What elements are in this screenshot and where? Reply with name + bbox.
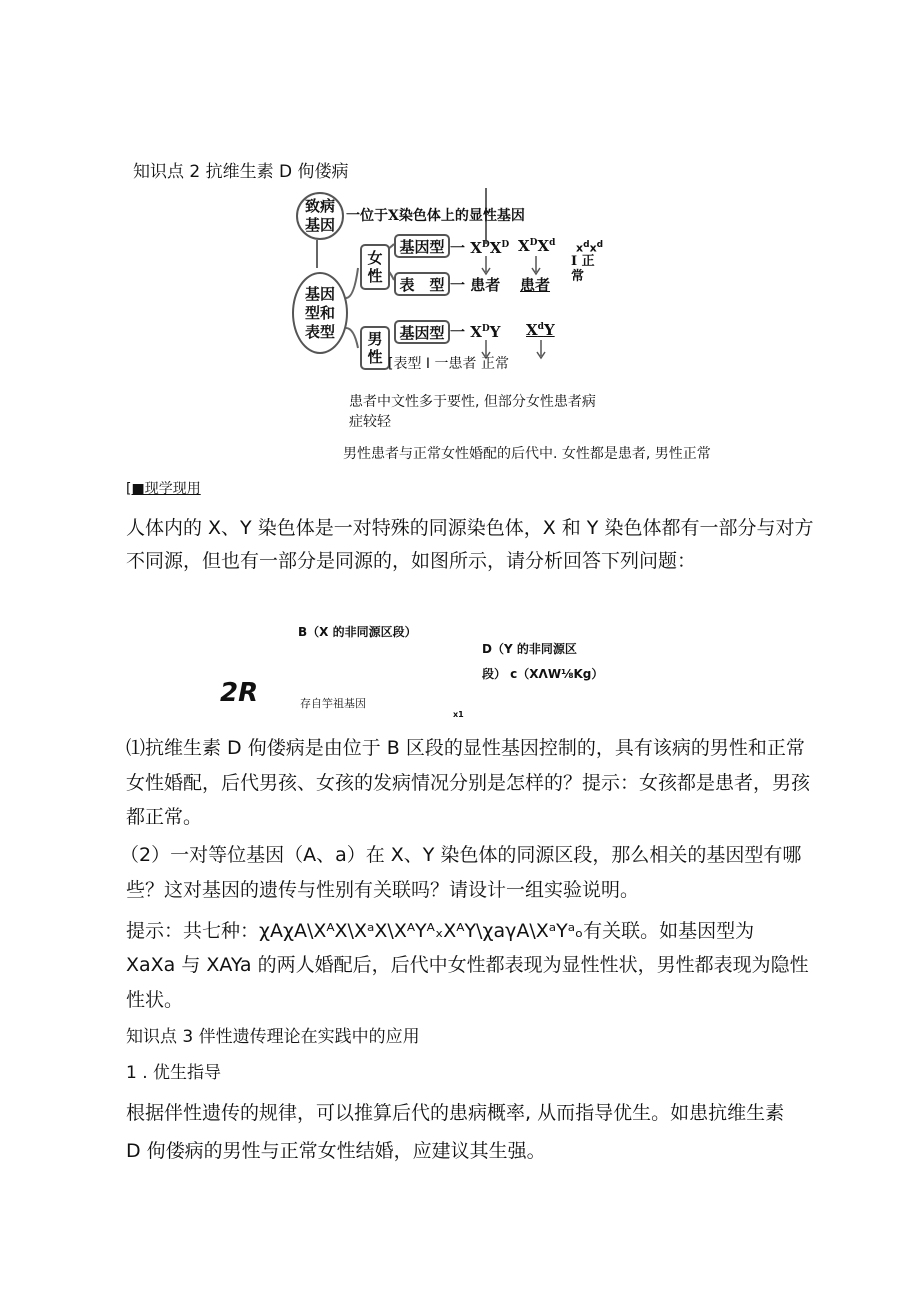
figure-label-bottom: 存自竽祖基因 [300, 697, 366, 710]
q2-line1: （2）一对等位基因（A、a）在 X、Y 染色体的同源区段，那么相关的基因型有哪 [120, 844, 802, 866]
female-phenotype-2: 患者 [520, 276, 551, 294]
figure-label-d2: 段） c（XΛW⅛Kg） [482, 667, 604, 681]
para3-line1: 根据伴性遗传的规律，可以推算后代的患病概率, 从而指导优生。如患抗维生素 [126, 1102, 785, 1124]
female-box: 女 性 [360, 244, 390, 290]
section-tag: [■现学现用 [126, 481, 201, 497]
hint-line1: 提示：共七种：χAχA\XᴬX\XᵃX\XᴬYᴬₓXᴬY\χaγA\XᵃYᵃₒ有关联。如基因型为 [126, 920, 755, 942]
para1-line2: 不同源，但也有一部分是同源的，如图所示，请分析回答下列问题： [126, 550, 697, 572]
q1-line1: ⑴抗维生素 D 佝偻病是由位于 B 区段的显性基因控制的，具有该病的男性和正常 [126, 737, 805, 759]
q1-line2: 女性婚配，后代男孩、女孩的发病情况分别是怎样的？提示：女孩都是患者，男孩 [126, 772, 811, 794]
figure-label-b: B（X 的非同源区段） [298, 625, 417, 639]
male-genotype-1: 一 $X^DY$ [450, 323, 501, 341]
female-phenotype-1: 一 患者 [450, 276, 501, 294]
male-box: 男 性 [360, 326, 390, 370]
male-genotype-box: 基因型 [394, 320, 450, 344]
kp2-note-1: 患者中文性多于要性, 但部分女性患者病 症较轻 [349, 394, 596, 430]
female-genotype-3: $x^dx^d$ [576, 240, 604, 255]
item-1: 1 . 优生指导 [126, 1063, 222, 1083]
hint-line2: XaXa 与 XAYa 的两人婚配后，后代中女性都表现为显性性状，男性都表现为隐性 [126, 954, 809, 976]
q1-line3: 都正常。 [126, 806, 203, 828]
female-phenotype-3: I 正 常 [571, 254, 595, 284]
figure-label-d1: D（Y 的非同源区 [482, 642, 577, 656]
kp2-title: 知识点 2 抗维生素 D 佝偻病 [133, 162, 349, 182]
hint-line3: 性状。 [126, 989, 184, 1011]
kp2-note-2: 男性患者与正常女性婚配的后代中. 女性都是患者, 男性正常 [343, 446, 711, 462]
kp3-title: 知识点 3 伴性遗传理论在实践中的应用 [126, 1027, 420, 1047]
figure-label-x1: x1 [453, 710, 464, 719]
cause-text: 一位于X染色体上的显性基因 [346, 208, 525, 224]
female-genotype-1: 一 $X^DX^D$ [450, 239, 510, 257]
cause-bubble: 致病 基因 [296, 192, 344, 240]
female-phenotype-box: 表 型 [394, 272, 450, 296]
figure-big-label: 2R [220, 678, 259, 708]
female-genotype-2: $X^DX^d$ [518, 237, 556, 255]
q2-line2: 些？这对基因的遗传与性别有关联吗？请设计一组实验说明。 [126, 879, 640, 901]
male-genotype-2: $X^dY$ [526, 321, 555, 339]
female-genotype-box: 基因型 [394, 234, 450, 258]
concept-diagram [290, 188, 635, 368]
genotype-phenotype-bubble: 基因 型和 表型 [292, 272, 348, 354]
male-phenotype-line: [表型 I 一患者 正常 [388, 356, 509, 372]
para3-line2: D 佝偻病的男性与正常女性结婚，应建议其生强。 [126, 1140, 546, 1162]
para1-line1: 人体内的 X、Y 染色体是一对特殊的同源染色体，X 和 Y 染色体都有一部分与对方 [126, 517, 814, 539]
